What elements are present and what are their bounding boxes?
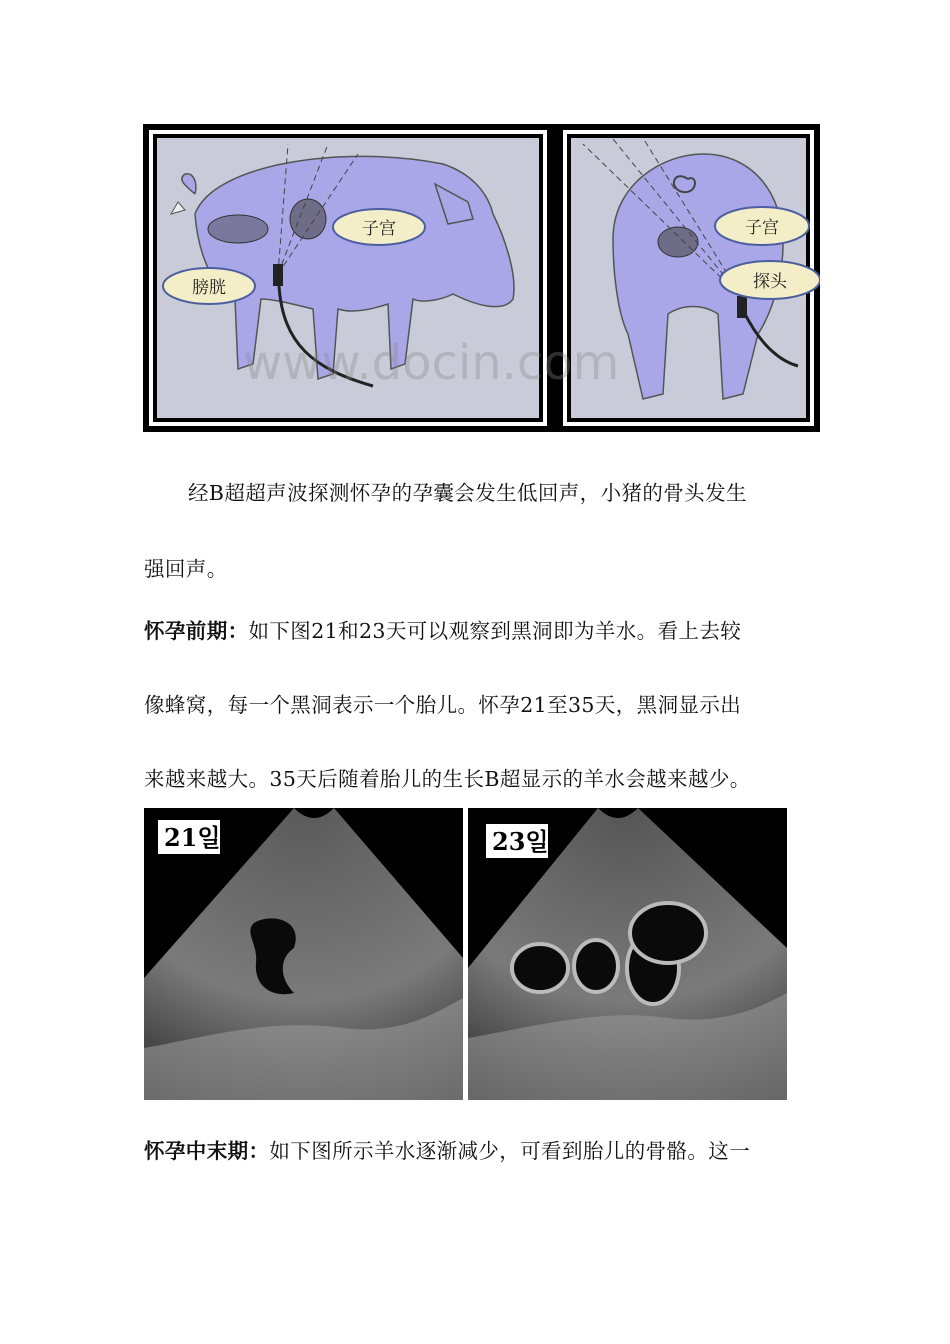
late-line-1: 怀孕中末期：如下图所示羊水逐渐减少，可看到胎儿的骨骼。这一: [144, 1139, 751, 1163]
svg-text:探头: 探头: [753, 272, 787, 292]
bladder-label: [163, 268, 255, 304]
probe-label: [720, 261, 820, 299]
early-line-1: 怀孕前期：如下图21和23天可以观察到黑洞即为羊水。看上去较: [144, 619, 742, 643]
uterus-label-right: [715, 207, 809, 245]
ultrasound-day23: [468, 808, 787, 1100]
intro-line-2: 强回声。: [144, 557, 228, 581]
svg-text:膀胱: 膀胱: [192, 278, 226, 298]
late-stage-title: 怀孕中末期：: [144, 1139, 270, 1163]
ultrasound-day21: [144, 808, 463, 1100]
intro-line-1: 经B超超声波探测怀孕的孕囊会发生低回声，小猪的骨头发生: [188, 481, 747, 505]
watermark: www.docin.com: [243, 335, 620, 391]
early-line-2: 像蜂窝，每一个黑洞表示一个胎儿。怀孕21至35天，黑洞显示出: [144, 693, 742, 717]
day-tag-21: 21일: [164, 823, 221, 852]
svg-text:子宫: 子宫: [362, 219, 396, 239]
svg-text:子宫: 子宫: [745, 218, 779, 238]
uterus-label-left: [333, 209, 425, 245]
early-line-3: 来越来越大。35天后随着胎儿的生长B超显示的羊水会越来越少。: [144, 767, 751, 791]
day-tag-23: 23일: [492, 827, 549, 856]
early-stage-title: 怀孕前期：: [144, 619, 249, 643]
pig-ultrasound-diagram: [143, 124, 820, 432]
